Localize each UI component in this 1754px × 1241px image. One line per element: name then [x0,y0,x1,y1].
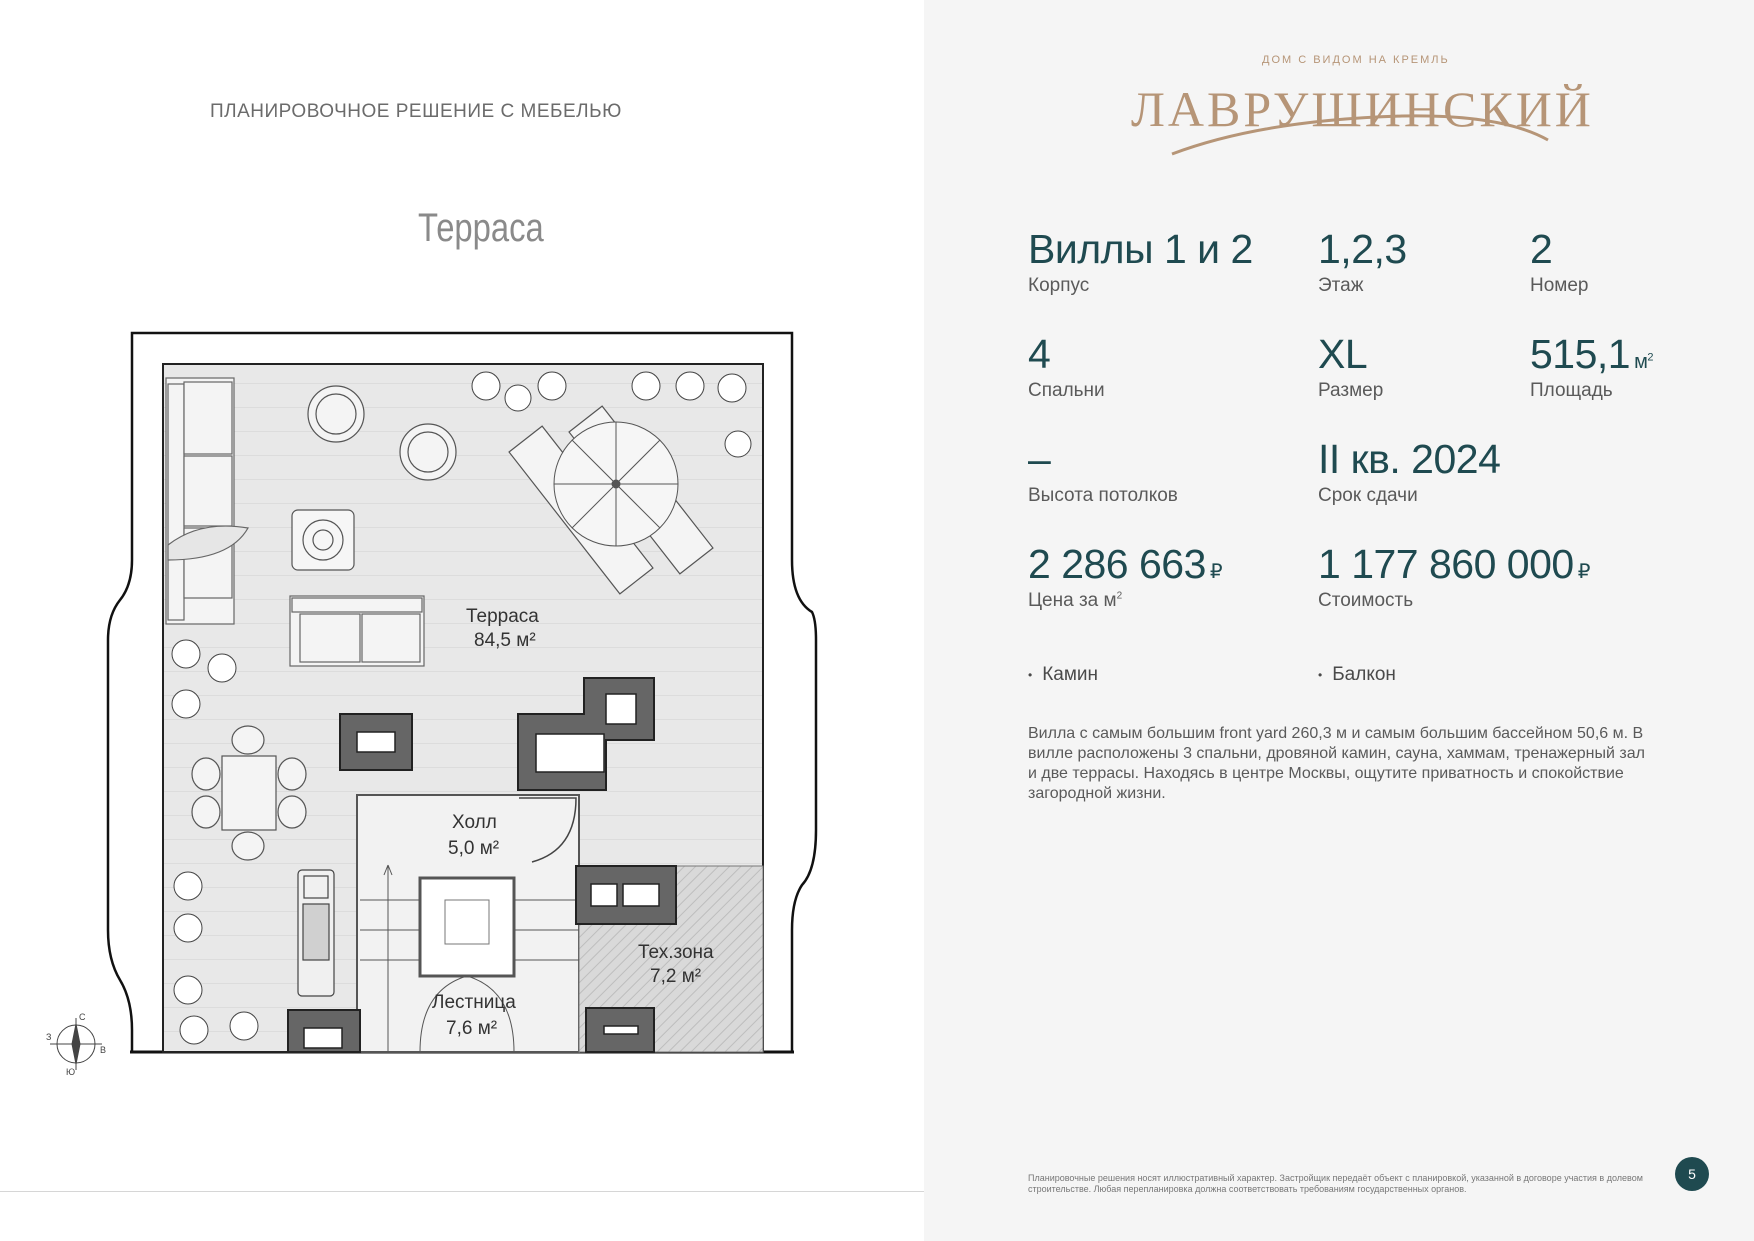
stat-price-per-m-value: 2 286 663 [1028,541,1206,587]
stat-bedrooms-label: Спальни [1028,380,1105,401]
stat-cost [1318,541,1590,612]
bullet-icon: • [1318,667,1323,682]
terrace-area: 84,5 м² [474,630,536,651]
compass-s: Ю [66,1067,76,1077]
compass-n: С [79,1012,86,1022]
stat-area-unit: м [1634,351,1648,373]
stat-size-label: Размер [1318,380,1384,401]
stat-ceiling-label: Высота потолков [1028,485,1178,506]
plan-heading: ПЛАНИРОВОЧНОЕ РЕШЕНИЕ С МЕБЕЛЬЮ [210,101,622,122]
feature-label: Балкон [1332,664,1396,685]
info-panel [924,0,1754,1241]
stat-floor [1318,226,1407,297]
hall-label: Холл [452,812,497,833]
stat-building [1028,226,1253,297]
grill [298,870,334,996]
feature-item [1028,664,1098,686]
stat-area-label: Площадь [1530,380,1613,401]
tech-label: Тех.зона [638,942,714,963]
stat-ceiling-value: – [1028,436,1051,482]
stat-price-per-m-unit: ₽ [1209,561,1223,583]
hall-area: 5,0 м² [448,838,500,859]
page-number-badge: 5 [1675,1157,1709,1191]
compass-w: З [46,1032,52,1042]
compass-icon [50,1018,102,1070]
stat-ceiling [1028,436,1178,507]
stat-area-unit-sup: 2 [1647,351,1653,364]
sofa-mid [290,596,424,666]
stat-cost-label: Стоимость [1318,590,1414,611]
stat-area-value: 515,1 [1530,331,1631,377]
stat-delivery-value: II кв. 2024 [1318,436,1501,482]
stat-price-per-m-label: Цена за м [1028,590,1117,611]
coffee-table [292,510,354,570]
stat-price-per-m-label-sup: 2 [1116,590,1123,602]
stair-label: Лестница [432,992,516,1013]
stat-building-value: Виллы 1 и 2 [1028,226,1253,272]
terrace-label: Терраса [466,606,539,627]
feature-item [1318,664,1396,686]
disclaimer: Планировочные решения носят иллюстративный характер. Застройщик передаёт объект с планировкой, указанной в договоре участия в долевом строительстве. Любая перепланировка должна соответствовать требованиям государственных органов. [1028,1173,1643,1194]
stat-floor-label: Этаж [1318,275,1364,296]
description: Вилла с самым большим front yard 260,3 м и самым большим бассейном 50,6 м. В вилле расположены 3 спальни, дровяной камин, сауна, хаммам, тренажерный зал и две террасы. Находясь в центре Москвы, ощутите приватность и спокойствие загородной жизни. [1028,725,1645,802]
stat-area [1530,331,1653,402]
compass-e: В [100,1045,107,1055]
bottom-divider [0,1191,924,1192]
stair-area: 7,6 м² [446,1018,498,1039]
stat-floor-value: 1,2,3 [1318,226,1407,272]
stat-size [1318,331,1383,402]
stat-building-label: Корпус [1028,275,1090,296]
stat-cost-unit: ₽ [1577,561,1590,583]
stat-delivery-label: Срок сдачи [1318,485,1418,506]
stat-bedrooms-value: 4 [1028,331,1051,377]
tech-area: 7,2 м² [650,966,702,987]
stat-number-label: Номер [1530,275,1589,296]
stat-number-value: 2 [1530,226,1553,272]
umbrella [554,422,678,546]
bullet-icon: • [1028,667,1033,682]
logo-tagline: ДОМ С ВИДОМ НА КРЕМЛЬ [1262,54,1450,66]
stat-delivery [1318,436,1500,507]
feature-label: Камин [1042,664,1099,685]
stat-cost-value: 1 177 860 000 [1318,541,1574,587]
stat-bedrooms [1028,331,1105,402]
logo-name: ЛАВРУШИНСКИЙ [1131,81,1594,137]
stat-price-per-m [1028,541,1222,612]
stat-size-value: XL [1318,331,1368,377]
floor-title: Терраса [418,206,544,250]
stat-number [1530,226,1588,297]
